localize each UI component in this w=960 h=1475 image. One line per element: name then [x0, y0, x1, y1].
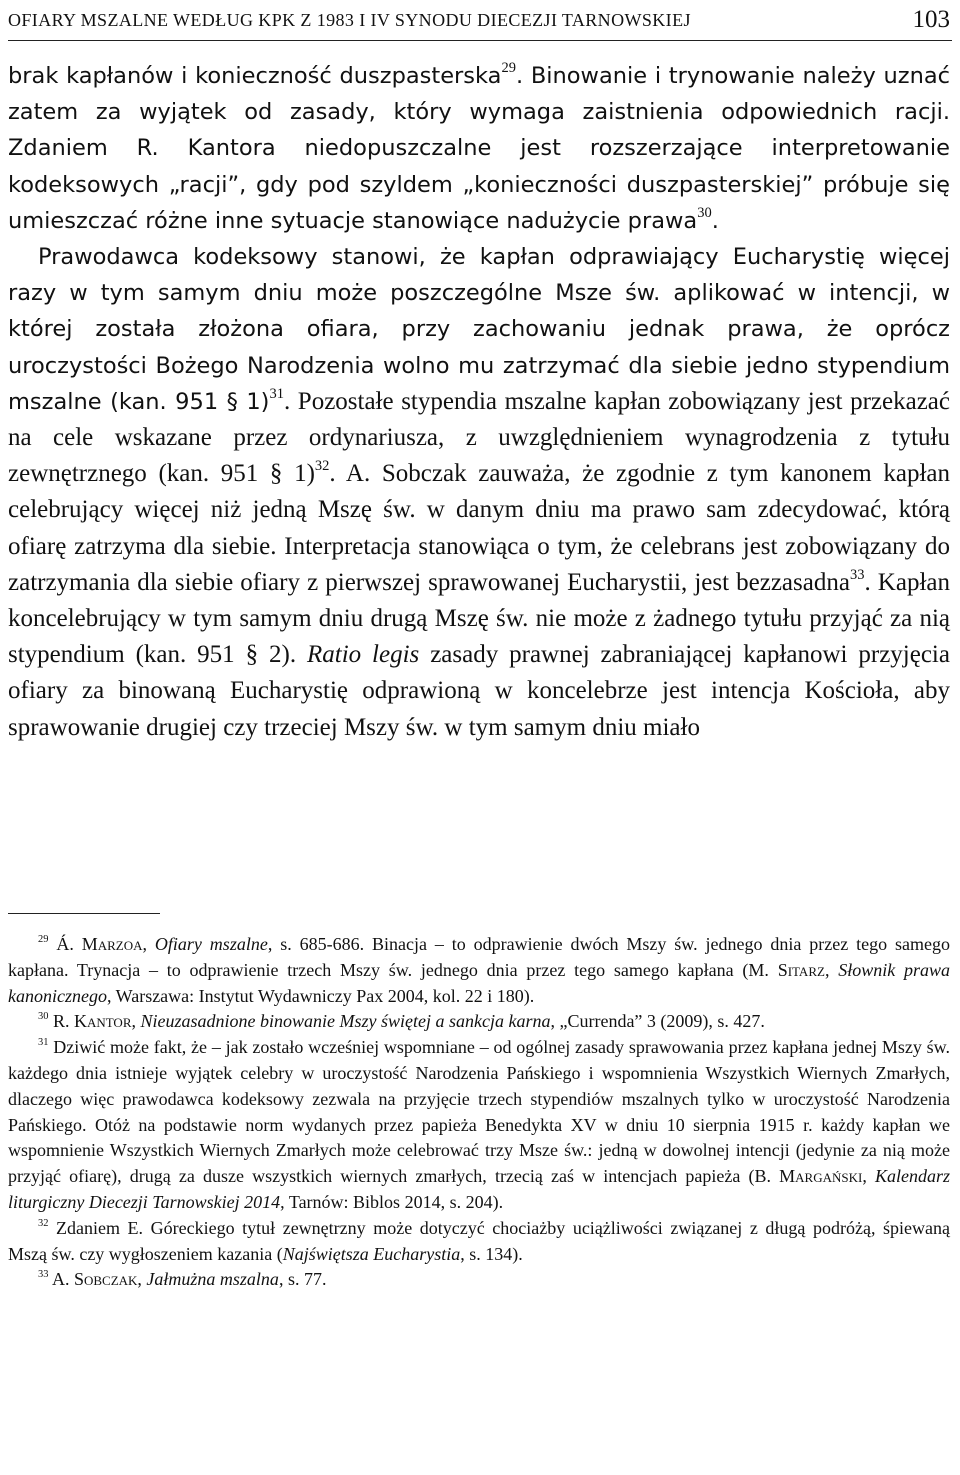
- text-run: . Binowanie i trynowanie należy uznać zatem za wyjątek od zasady, który wymaga zaistnienia odpowiednich racji. Zdaniem R. Kantora niedopuszczalne jest rozszerzające interpretowanie kodeksowych „racji”, gdy pod szyldem „konieczności duszpasterskiej” próbuje się umieszczać różne inne sytuacje stanowiące nadużycie prawa: [8, 63, 950, 234]
- footnote-number: 29: [38, 934, 49, 946]
- text-run: ,: [142, 934, 155, 954]
- text-run: , s. 685-686. Binacja – to odprawienie dwóch Mszy św. jednego dnia przez tego samego kapłana. Trynacja – to odprawienie trzech Mszy św. jednego dnia przez tego samego kapłana (M.: [8, 934, 951, 980]
- text-run: , Tarnów: Biblos 2014, s. 204).: [280, 1191, 504, 1212]
- work-title: Najświętsza Eucharystia: [282, 1243, 461, 1264]
- footnote-separator: [8, 913, 160, 914]
- running-header: [8, 0, 952, 41]
- text-run: Prawodawca kodeksowy stanowi, że kapłan odprawiający Eucharystię więcej razy w tym samym dniu może poszczególne Msze św. aplikować w intencji, w której została złożona ofiara, przy zachowaniu jednak prawa, że oprócz uroczystości Bożego Narodzenia wolno mu zatrzymać dla siebie jedno stypendium mszalne (kan. 951 § 1): [8, 244, 950, 415]
- text-run: zasady prawnej zabraniającej kapłanowi przyjęcia ofiary za binowaną Eucharystię odprawioną w koncelebrze jest intencja Kościoła, aby sprawowanie drugiej czy trzeciej Mszy św. w tym samym dniu miało: [8, 641, 950, 741]
- work-title: Ofiary mszalne: [154, 934, 268, 954]
- text-run: ,: [824, 959, 839, 980]
- footnote-number: 30: [38, 1011, 49, 1023]
- text-run: A.: [48, 1269, 74, 1290]
- paragraph-2: [8, 239, 950, 746]
- text-run: Á.: [48, 934, 82, 954]
- text-run: . Pozostałe stypendia mszalne kapłan zobowiązany jest przekazać na cele wskazane przez ordynariusza, z uwzględnieniem wynagrodzenia z tytułu zewnętrznego (kan. 951 § 1): [8, 387, 950, 488]
- footnote-33: [8, 1267, 950, 1293]
- footnote-ref-31: 31: [269, 385, 284, 402]
- text-run: Dziwić może fakt, że – jak zostało wcześniej wspomniane – od ogólnej zasady sprawowania przez kapłana jednej Mszy św. każdego dnia istnieje wyjątek celebry w uroczystość Narodzenia Pańskiego i wspomnienia Wszystkich Wiernych Zmarłych, dlaczego więc prawodawca kodeksowy zezwala na przyjęcie trzech stypendiów mszalnych tylko w uroczystość Narodzenia Pańskiego. Otóż na podstawie norm wydanych przez papieża Benedykta XV w dniu 10 sierpnia 1915 r. każdy kapłan we wspomnienie Wszystkich Wiernych Zmarłych może celebrować trzy Msze św.: jedną w dowolnej intencji (jedynie za nią może przyjąć ofiarę), drugą za dusze wszystkich wiernych zmarłych, trzecią zaś w intencjach papieża (B.: [8, 1037, 950, 1187]
- footnote-number: 32: [38, 1217, 49, 1229]
- text-run: , s. 134).: [460, 1243, 523, 1264]
- text-run: , Warszawa: Instytut Wydawniczy Pax 2004, kol. 22 i 180).: [106, 985, 535, 1006]
- footnote-ref-33: 33: [849, 566, 865, 583]
- footnote-number: 33: [38, 1269, 49, 1281]
- running-title: OFIARY MSZALNE WEDŁUG KPK Z 1983 I IV SYNODU DIECEZJI TARNOWSKIEJ: [8, 9, 691, 30]
- footnotes: [8, 932, 950, 1293]
- footnote-number: 31: [38, 1037, 49, 1049]
- page-number: 103: [912, 6, 950, 33]
- text-run: brak kapłanów i konieczność duszpasterska: [8, 63, 502, 89]
- text-run: ,: [862, 1166, 875, 1187]
- main-text: [8, 58, 950, 746]
- work-title: Słownik prawa kanonicznego: [8, 959, 950, 1006]
- text-run: .: [711, 207, 719, 234]
- paragraph-1: [8, 58, 950, 239]
- work-title: Kalendarz liturgiczny Diecezji Tarnowskiej 2014: [8, 1166, 951, 1212]
- text-run: R.: [48, 1011, 74, 1032]
- footnote-ref-29: 29: [501, 60, 516, 77]
- text-run: ,: [131, 1011, 141, 1032]
- text-run: , „Currenda” 3 (2009), s. 427.: [550, 1011, 765, 1032]
- ratio-legis-term: Ratio legis: [306, 641, 420, 669]
- footnote-ref-30: 30: [697, 204, 712, 221]
- author-name: Margański: [779, 1166, 863, 1187]
- text-run: , s. 77.: [278, 1269, 327, 1290]
- work-title: Jałmużna mszalna: [146, 1269, 279, 1290]
- footnote-31: [8, 1035, 950, 1216]
- text-run: ,: [137, 1269, 147, 1290]
- text-run: . A. Sobczak zauważa, że zgodnie z tym kanonem kapłan celebrujący więcej niż jedną Mszę św. w danym dniu ma prawo sam zdecydować, którą ofiarę zatrzyma dla siebie. Interpretacja stanowiąca o tym, że celebrans jest zobowiązany do zatrzymania dla siebie ofiary z pierwszej sprawowanej Eucharystii, jest bezzasadna: [8, 460, 950, 596]
- work-title: Nieuzasadnione binowanie Mszy świętej a sankcja karna: [140, 1011, 551, 1032]
- author-name: Kantor: [73, 1011, 132, 1032]
- author-name: Sobczak: [73, 1269, 138, 1290]
- footnote-32: [8, 1216, 950, 1268]
- author-name: Sitarz: [777, 959, 825, 980]
- footnote-ref-32: 32: [314, 458, 330, 475]
- author-name: Marzoa: [81, 934, 143, 954]
- footnote-29: [8, 932, 950, 1009]
- text-run: . Kapłan koncelebrujący w tym samym dniu drugą Mszę św. nie może z żadnego tytułu przyjąć za nią stypendium (kan. 951 § 2).: [8, 568, 950, 669]
- footnote-30: [8, 1009, 950, 1035]
- text-run: Zdaniem E. Góreckiego tytuł zewnętrzny może dotyczyć chociażby uciążliwości związanej z długą podróżą, śpiewaną Mszą św. czy wygłoszeniem kazania (: [8, 1217, 950, 1264]
